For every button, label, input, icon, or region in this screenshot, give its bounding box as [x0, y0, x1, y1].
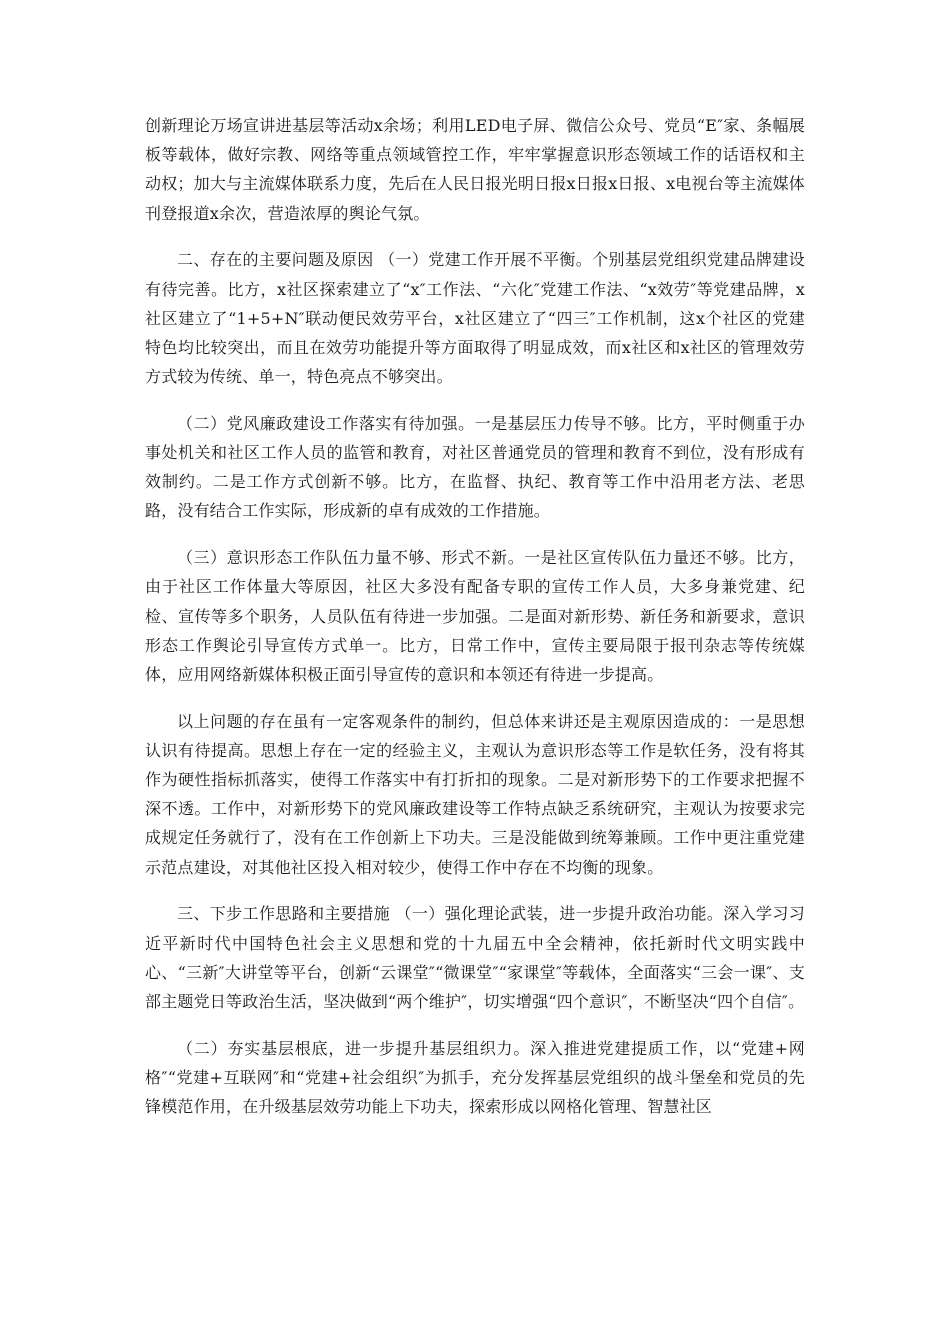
paragraph-7: （二）夯实基层根底，进一步提升基层组织力。深入推进党建提质工作，以“党建+网格″“党建+互联网″和“党建+社会组织″为抓手，充分发挥基层党组织的战斗堡垒和党员的先锋模范作用，在升级基层效劳功能上下功夫，探索形成以网格化管理、智慧社区: [145, 1038, 805, 1117]
paragraph-6: 三、下步工作思路和主要措施 （一）强化理论武装，进一步提升政治功能。深入学习习近平新时代中国特色社会主义思想和党的十九届五中全会精神，依托新时代文明实践中心、“三新″大讲堂等平台，创新“云课堂″“微课堂″“家课堂″等载体，全面落实“三会一课″、支部主题党日等政治生活，坚决做到“两个维护″，切实增强“四个意识″，不断坚决“四个自信″。: [145, 904, 805, 1011]
paragraph-5: 以上问题的存在虽有一定客观条件的制约，但总体来讲还是主观原因造成的：一是思想认识有待提高。思想上存在一定的经验主义，主观认为意识形态等工作是软任务，没有将其作为硬性指标抓落实，使得工作落实中有打折扣的现象。二是对新形势下的工作要求把握不深不透。工作中，对新形势下的党风廉政建设等工作特点缺乏系统研究，主观认为按要求完成规定任务就行了，没有在工作创新上下功夫。三是没能做到统筹兼顾。工作中更注重党建示范点建设，对其他社区投入相对较少，使得工作中存在不均衡的现象。: [145, 711, 805, 877]
paragraph-4: （三）意识形态工作队伍力量不够、形式不新。一是社区宣传队伍力量还不够。比方，由于社区工作体量大等原因，社区大多没有配备专职的宣传工作人员，大多身兼党建、纪检、宣传等多个职务，人员队伍有待进一步加强。二是面对新形势、新任务和新要求，意识形态工作舆论引导宣传方式单一。比方，日常工作中，宣传主要局限于报刊杂志等传统媒体，应用网络新媒体积极正面引导宣传的意识和本领还有待进一步提高。: [145, 548, 805, 684]
paragraph-3: （二）党风廉政建设工作落实有待加强。一是基层压力传导不够。比方，平时侧重于办事处机关和社区工作人员的监管和教育，对社区普通党员的管理和教育不到位，没有形成有效制约。二是工作方式创新不够。比方，在监督、执纪、教育等工作中沿用老方法、老思路，没有结合工作实际，形成新的卓有成效的工作措施。: [145, 413, 805, 521]
paragraph-1: 创新理论万场宣讲进基层等活动x余场；利用LED电子屏、微信公众号、党员“E″家、条幅展板等载体，做好宗教、网络等重点领域管控工作，牢牢掌握意识形态领域工作的话语权和主动权；加大与主流媒体联系力度，先后在人民日报光明日报x日报x日报、x电视台等主流媒体刊登报道x余次，营造浓厚的舆论气氛。: [145, 116, 805, 223]
paragraph-2: 二、存在的主要问题及原因 （一）党建工作开展不平衡。个别基层党组织党建品牌建设有待完善。比方，x社区探索建立了“x″工作法、“六化″党建工作法、“x效劳″等党建品牌，x社区建立了“1+5+N″联动便民效劳平台，x社区建立了“四三″工作机制，这x个社区的党建特色均比较突出，而且在效劳功能提升等方面取得了明显成效，而x社区和x社区的管理效劳方式较为传统、单一，特色亮点不够突出。: [145, 250, 805, 387]
document-page: [145, 111, 805, 1139]
